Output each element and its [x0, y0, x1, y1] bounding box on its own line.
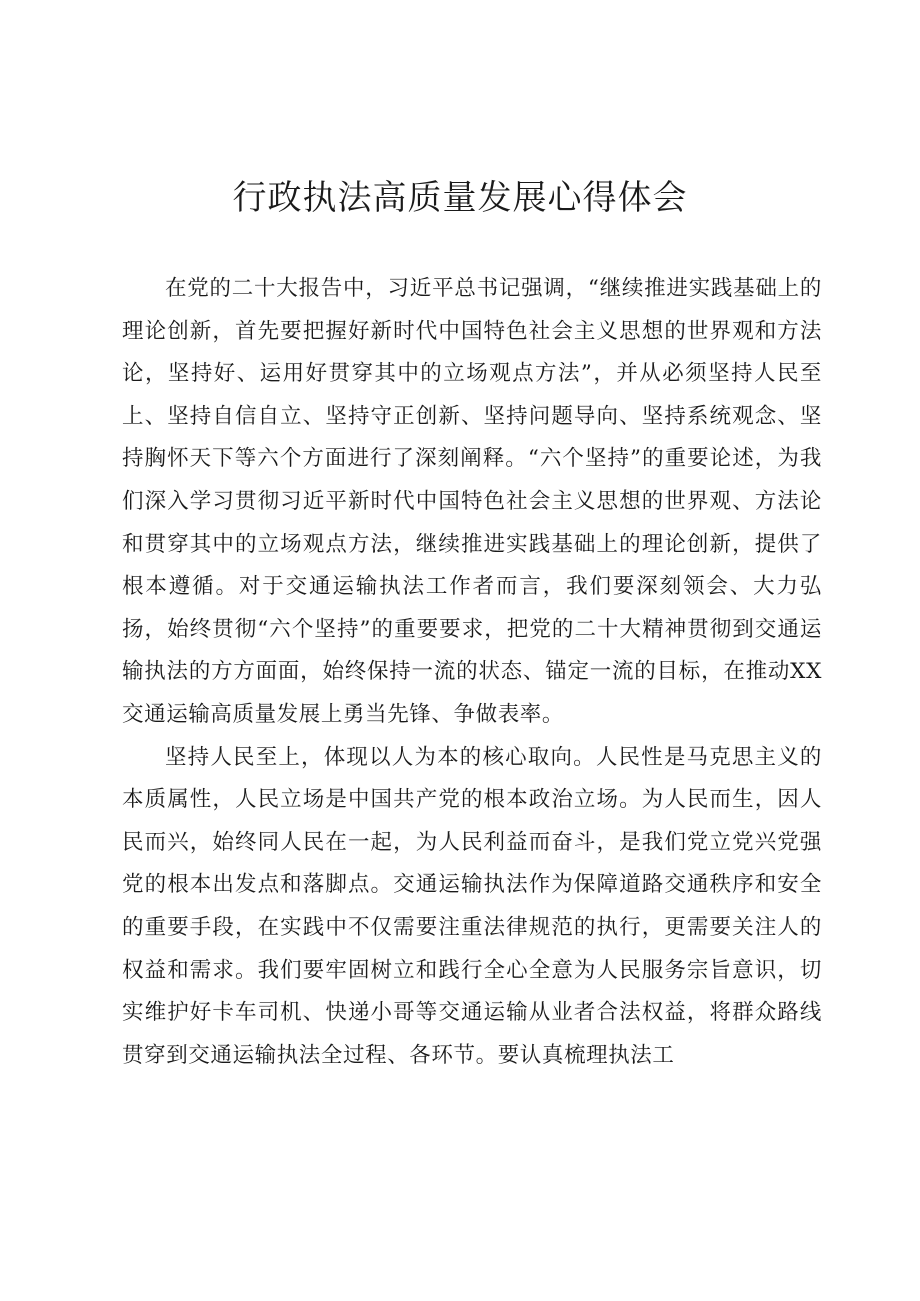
document-title: 行政执法高质量发展心得体会 — [232, 178, 688, 218]
paragraph-2: 坚持人民至上，体现以人为本的核心取向。人民性是马克思主义的本质属性，人民立场是中国共产党的根本政治立场。为人民而生，因人民而兴，始终同人民在一起，为人民利益而奋斗，是我们党立党兴党强党的根本出发点和落脚点。交通运输执法作为保障道路交通秩序和安全的重要手段，在实践中不仅需要注重法律规范的执行，更需要关注人的权益和需求。我们要牢固树立和践行全心全意为人民服务宗旨意识，切实维护好卡车司机、快递小哥等交通运输从业者合法权益，将群众路线贯穿到交通运输执法全过程、各环节。要认真梳理执法工 — [122, 744, 822, 1068]
paragraph-1: 在党的二十大报告中，习近平总书记强调，“继续推进实践基础上的理论创新，首先要把握好新时代中国特色社会主义思想的世界观和方法论，坚持好、运用好贯穿其中的立场观点方法”，并从必须坚持人民至上、坚持自信自立、坚持守正创新、坚持问题导向、坚持系统观念、坚持胸怀天下等六个方面进行了深刻阐释。“六个坚持”的重要论述，为我们深入学习贯彻习近平新时代中国特色社会主义思想的世界观、方法论和贯穿其中的立场观点方法，继续推进实践基础上的理论创新，提供了根本遵循。对于交通运输执法工作者而言，我们要深刻领会、大力弘扬，始终贯彻“六个坚持”的重要要求，把党的二十大精神贯彻到交通运输执法的方方面面，始终保持一流的状态、锚定一流的目标，在推动XX交通运输高质量发展上勇当先锋、争做表率。 — [122, 276, 822, 727]
document-body — [122, 268, 822, 1077]
